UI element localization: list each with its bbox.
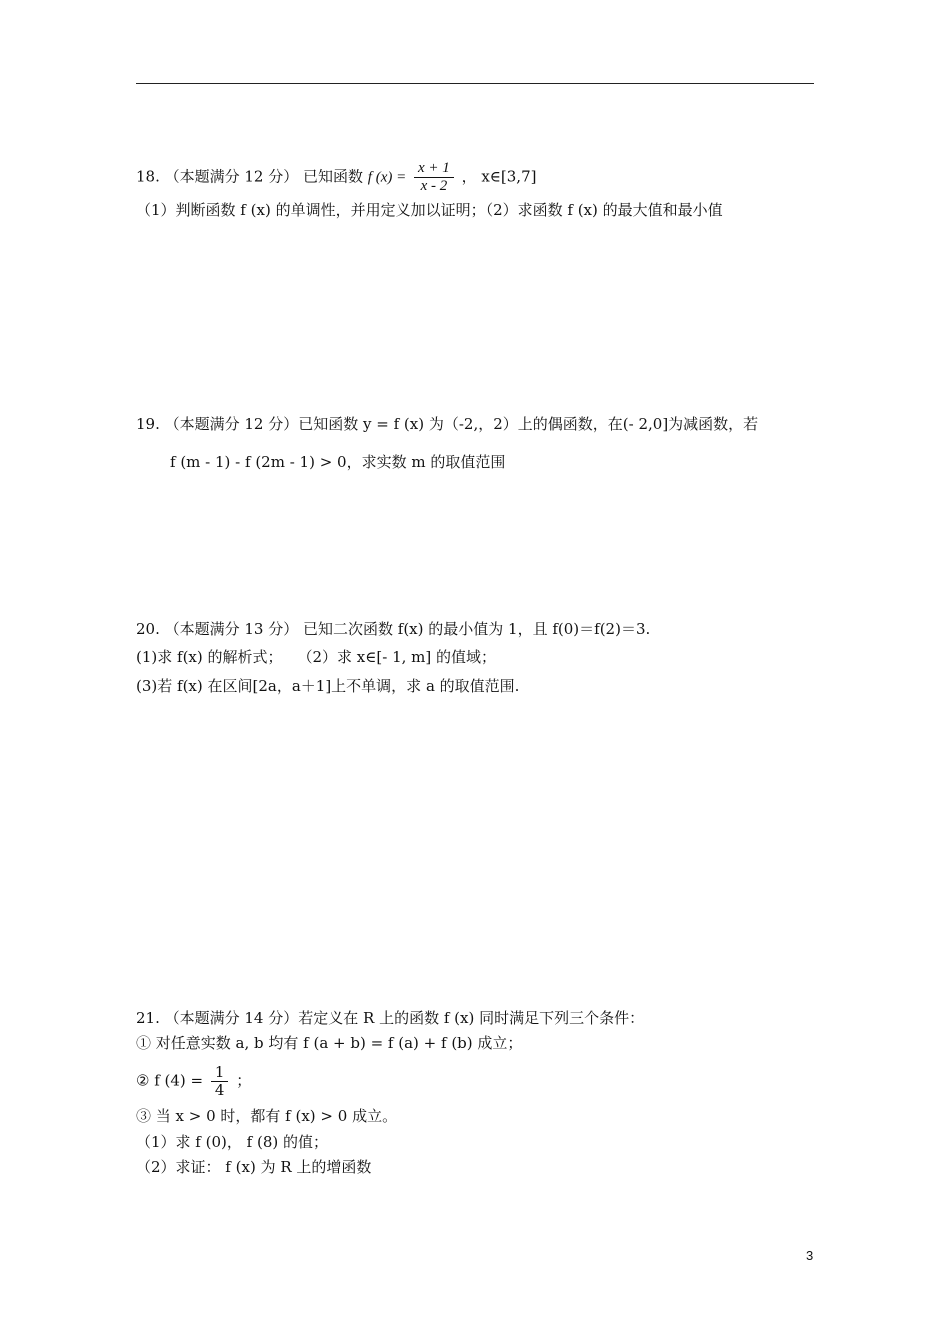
problem-21-line-4: ③ 当 x > 0 时，都有 f (x) > 0 成立。 bbox=[136, 1107, 398, 1125]
condition-2-numerator: 1 bbox=[211, 1064, 229, 1082]
page-number: 3 bbox=[806, 1248, 814, 1263]
problem-18-function: f (x) = bbox=[367, 169, 407, 186]
problem-18-statement bbox=[136, 160, 536, 195]
problem-21-line-6: （2）求证： f (x) 为 R 上的增函数 bbox=[136, 1158, 372, 1176]
problem-19-line-2: f (m - 1) - f (2m - 1) > 0，求实数 m 的取值范围 bbox=[170, 453, 506, 471]
condition-2-end: ； bbox=[236, 1071, 252, 1090]
problem-18-fraction bbox=[414, 160, 454, 195]
header-rule bbox=[136, 83, 814, 84]
condition-2-fraction bbox=[211, 1064, 229, 1099]
problem-18-header: 18. （本题满分 12 分） 已知函数 bbox=[136, 167, 364, 186]
problem-20-line-3: (3)若 f(x) 在区间[2a，a＋1]上不单调，求 a 的取值范围. bbox=[136, 677, 520, 695]
problem-20-line-1: 20. （本题满分 13 分） 已知二次函数 f(x) 的最小值为 1，且 f(0)＝f(2)＝3. bbox=[136, 620, 651, 638]
condition-2-lhs: ② f (4) = bbox=[136, 1071, 204, 1090]
problem-21-condition-2 bbox=[136, 1064, 251, 1099]
condition-2-denominator: 4 bbox=[214, 1081, 225, 1099]
problem-18-numerator: x + 1 bbox=[414, 160, 454, 178]
problem-21-line-5: （1）求 f (0)， f (8) 的值； bbox=[136, 1133, 328, 1151]
problem-21-line-1: 21. （本题满分 14 分）若定义在 R 上的函数 f (x) 同时满足下列三个条件： bbox=[136, 1009, 645, 1027]
problem-18-parts: （1）判断函数 f (x) 的单调性，并用定义加以证明；（2）求函数 f (x) 的最大值和最小值 bbox=[136, 201, 723, 219]
problem-18-denominator: x - 2 bbox=[420, 178, 448, 194]
problem-20-line-2: (1)求 f(x) 的解析式； （2）求 x∈[- 1, m] 的值域； bbox=[136, 648, 496, 666]
problem-18-domain: ， x∈[3,7] bbox=[461, 167, 537, 186]
problem-19-line-1: 19. （本题满分 12 分）已知函数 y = f (x) 为（-2,，2）上的偶函数，在(- 2,0]为减函数，若 bbox=[136, 415, 759, 433]
problem-21-line-2: ① 对任意实数 a, b 均有 f (a + b) = f (a) + f (b) 成立； bbox=[136, 1034, 523, 1052]
